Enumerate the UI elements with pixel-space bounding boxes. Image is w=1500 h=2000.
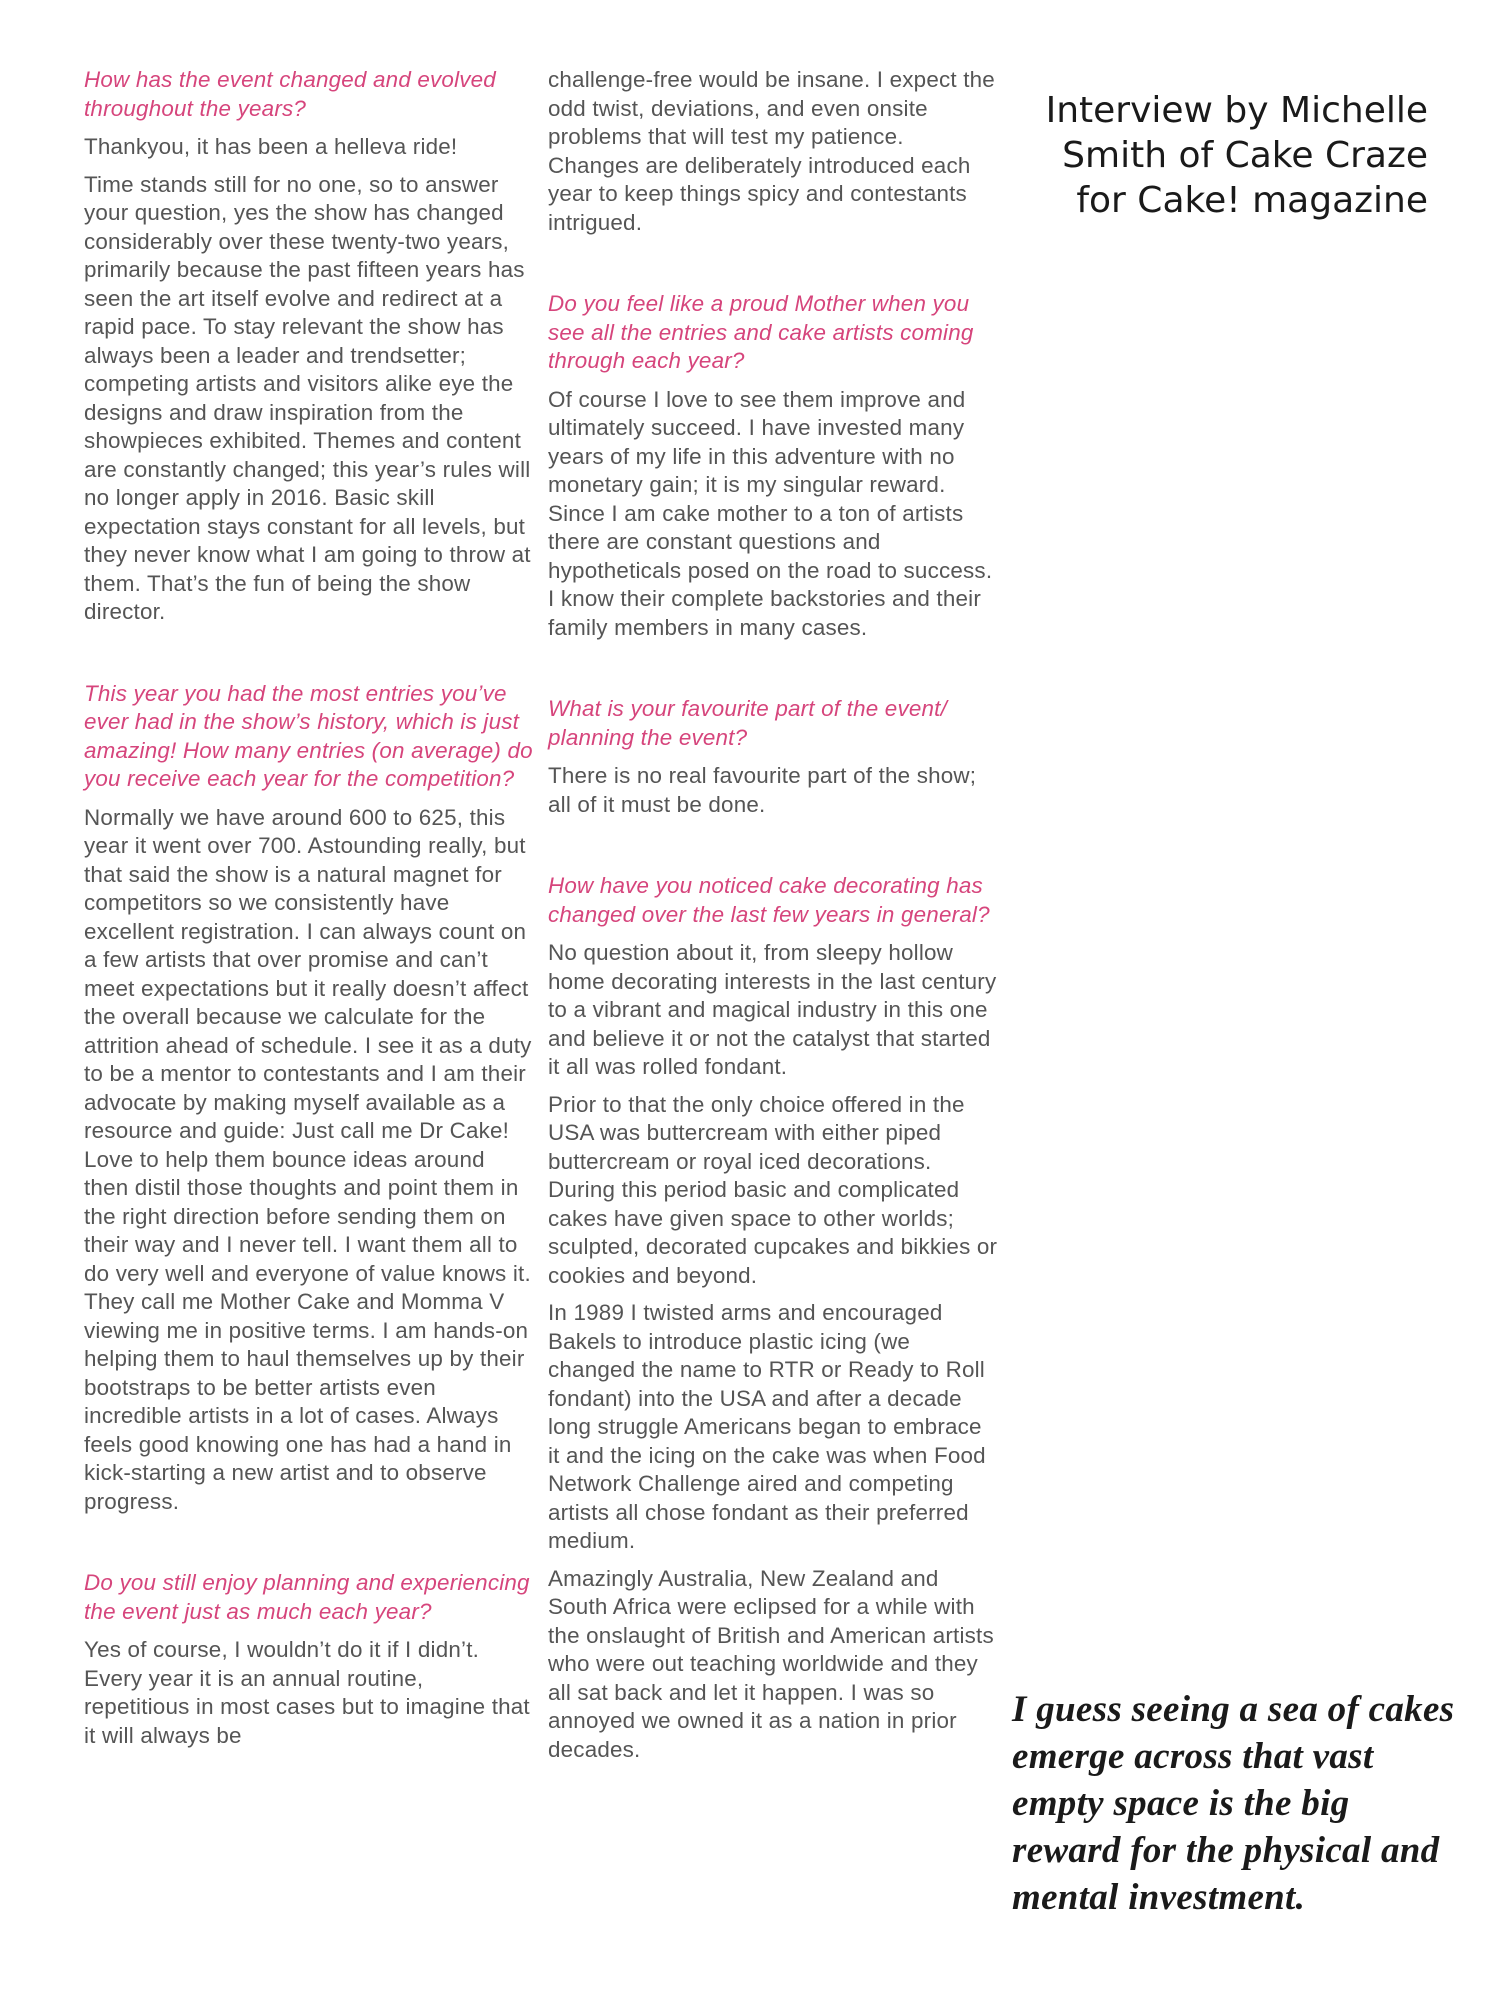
section-spacer — [548, 651, 998, 695]
interview-answer: Thankyou, it has been a helleva ride! — [84, 134, 458, 159]
pull-quote: I guess seeing a sea of cakes emerge across that vast empty space is the big reward for the physical and mental investment. — [1012, 1689, 1455, 1918]
interview-answer: challenge-free would be insane. I expect the odd twist, deviations, and even onsite problems that will test my patience. Changes are deliberately introduced each year to keep things spicy and contestants intrigued. — [548, 67, 995, 235]
article-column-left — [84, 66, 534, 1759]
section-spacer — [84, 636, 534, 680]
interview-answer: No question about it, from sleepy hollow home decorating interests in the last century to a vibrant and magical industry in this one and believe it or not the catalyst that started it all was rolled fondant. — [548, 940, 997, 1079]
section-spacer — [548, 828, 998, 872]
interview-question: Do you feel like a proud Mother when you see all the entries and cake artists coming through each year? — [548, 291, 974, 373]
interview-question: What is your favourite part of the event/ planning the event? — [548, 696, 947, 750]
article-column-middle — [548, 66, 998, 1773]
interview-answer: Prior to that the only choice offered in the USA was buttercream with either piped buttercream or royal iced decorations. During this period basic and complicated cakes have given space to other worlds; sculpted, decorated cupcakes and bikkies or cookies and beyond. — [548, 1091, 998, 1288]
interview-question: How have you noticed cake decorating has changed over the last few years in general? — [548, 873, 990, 927]
interview-answer: Normally we have around 600 to 625, this year it went over 700. Astounding really, but that said the show is a natural magnet for competitors so we consistently have excellent registration. I can always count on a few artists that over promise and can’t meet expectations but it really doesn’t affect the overall because we calculate for the attrition ahead of schedule. I see it as a duty to be a mentor to contestants and I am their advocate by making myself available as a resource and guide: Just call me Dr Cake! Love to help them bounce ideas around then distil those thoughts and point them in the right direction before sending them on their way and I never tell. I want them all to do very well and everyone of value knows it. They call me Mother Cake and Momma V viewing me in positive terms. I am hands-on helping them to haul themselves up by their bootstraps to be better artists even incredible artists in a lot of cases. Always feels good knowing one has had a hand in kick-starting a new artist and to observe progress. — [84, 804, 532, 1514]
section-spacer — [84, 1525, 534, 1569]
interview-answer: Time stands still for no one, so to answer your question, yes the show has changed considerably over these twenty-two years, primarily because the past fifteen years has seen the art itself evolve and redirect at a rapid pace. To stay relevant the show has always been a leader and trendsetter; competing artists and visitors alike eye the designs and draw inspiration from the showpieces exhibited. Themes and content are constantly changed; this year’s rules will no longer apply in 2016. Basic skill expectation stays constant for all levels, but they never know what I am going to throw at them. That’s the fun of being the show director. — [84, 171, 531, 624]
section-spacer — [548, 246, 998, 290]
interview-answer: There is no real favourite part of the show; all of it must be done. — [548, 763, 977, 817]
interview-byline: Interview by Michelle Smith of Cake Craze for Cake! magazine — [1045, 90, 1428, 221]
interview-question: This year you had the most entries you’ve ever had in the show’s history, which is just amazing! How many entries (on average) do you receive each year for the competition? — [84, 680, 533, 791]
interview-question: Do you still enjoy planning and experiencing the event just as much each year? — [84, 1570, 530, 1624]
interview-answer: Yes of course, I wouldn’t do it if I didn’t. Every year it is an annual routine, repetitious in most cases but to imagine that it will always be — [84, 1637, 530, 1748]
interview-answer: In 1989 I twisted arms and encouraged Bakels to introduce plastic icing (we changed the name to RTR or Ready to Roll fondant) into the USA and after a decade long struggle Americans began to embrace it and the icing on the cake was when Food Network Challenge aired and competing artists all chose fondant as their preferred medium. — [548, 1300, 986, 1553]
interview-question: How has the event changed and evolved throughout the years? — [84, 67, 496, 121]
interview-answer: Amazingly Australia, New Zealand and South Africa were eclipsed for a while with the onslaught of British and American artists who were out teaching worldwide and they all sat back and let it happen. I was so annoyed we owned it as a nation in prior decades. — [548, 1565, 994, 1762]
interview-answer: Of course I love to see them improve and ultimately succeed. I have invested many years of my life in this adventure with no monetary gain; it is my singular reward. Since I am cake mother to a ton of artists there are constant questions and hypotheticals posed on the road to success. I know their complete backstories and their family members in many cases. — [548, 386, 993, 640]
